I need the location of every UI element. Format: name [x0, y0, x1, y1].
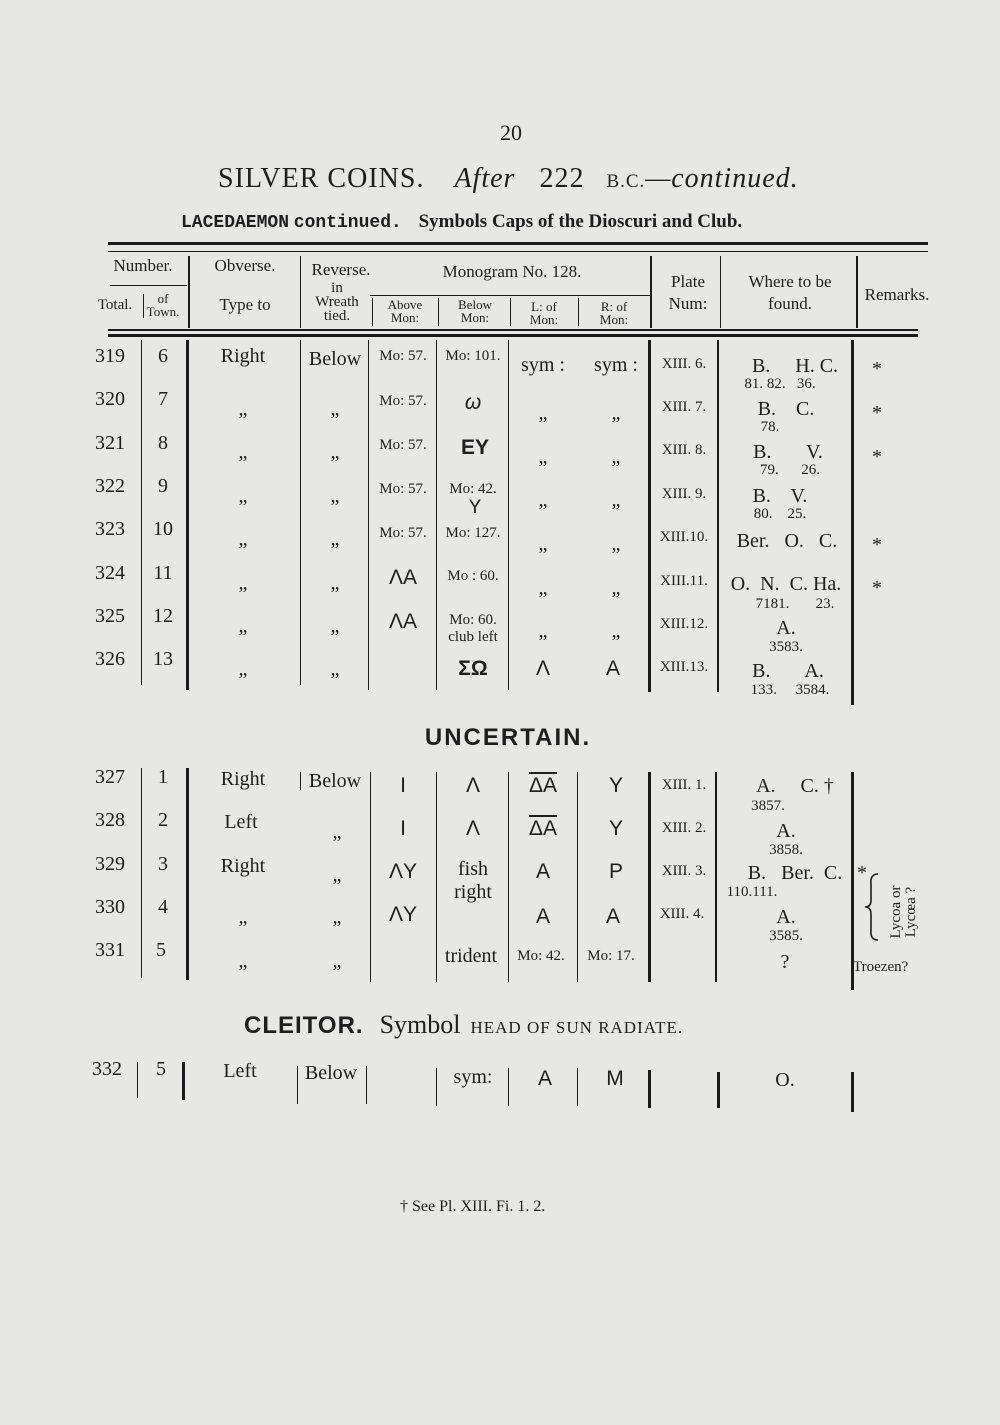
footnote: † See Pl. XIII. Fi. 1. 2.: [400, 1198, 546, 1215]
header-sep: [578, 298, 579, 326]
cell-right: „: [611, 620, 621, 642]
title-bc: B.C.: [606, 171, 646, 192]
cleitor-city: CLEITOR.: [244, 1012, 364, 1039]
cell-obverse: „: [238, 398, 248, 420]
col-rule: [851, 340, 854, 705]
cell-below: EY: [460, 436, 490, 459]
cell-where: A.: [776, 820, 796, 842]
cell-right: M: [606, 1067, 624, 1090]
cell-below: Mo : 60.: [447, 568, 499, 584]
col-rule: [577, 1068, 578, 1106]
cell-below: sym:: [453, 1066, 493, 1088]
uncertain-remark-lycoa: Lycoa or Lycœa ?: [888, 885, 919, 939]
cell-where: B. H. C.: [751, 355, 839, 377]
cell-right: A: [605, 657, 621, 680]
cell-left: „: [538, 620, 548, 642]
cell-where-ref: 133. 3584.: [750, 682, 830, 698]
cell-obverse: Right: [220, 345, 266, 367]
header-of-town: of Town.: [146, 291, 180, 319]
header-remarks: Remarks.: [864, 285, 930, 304]
header-sep: [650, 256, 652, 328]
table-top-rule: [108, 242, 928, 245]
cell-town: 12: [153, 605, 173, 627]
cell-total: 331: [95, 939, 125, 961]
cell-total: 322: [95, 475, 125, 497]
cell-town: 5: [156, 939, 166, 961]
cell-obverse: Left: [223, 1060, 257, 1082]
col-rule: [300, 340, 301, 685]
cell-total: 324: [95, 562, 125, 584]
col-rule: [851, 772, 854, 990]
cell-remark: *: [872, 534, 882, 556]
cell-above: Mo: 57.: [379, 348, 427, 364]
cell-below: Λ: [465, 774, 481, 797]
cell-plate: XIII. 8.: [661, 442, 707, 458]
cell-total: 325: [95, 605, 125, 627]
cell-left: „: [538, 489, 548, 511]
col-rule: [297, 1066, 298, 1104]
cell-town: 8: [158, 432, 168, 454]
header-r-of-mon: R: of Mon:: [599, 299, 629, 327]
cell-obverse: „: [238, 572, 248, 594]
cell-right: P: [608, 860, 624, 883]
header-sep: [372, 298, 373, 326]
cell-plate: XIII. 7.: [661, 399, 707, 415]
header-type-to: Type to: [219, 295, 271, 314]
cell-plate: XIII. 1.: [661, 777, 707, 793]
page-title: [218, 163, 799, 195]
cell-where-ref: 79. 26.: [760, 462, 820, 478]
cell-left: A: [537, 1067, 553, 1090]
cell-below: Mo: 127.: [445, 525, 501, 541]
header-reverse: Reverse.: [311, 260, 371, 279]
cell-below-extra: Y: [468, 497, 482, 518]
cell-total: 319: [95, 345, 125, 367]
cell-right: Y: [608, 817, 624, 840]
cell-left: Mo: 42.: [517, 948, 565, 964]
cell-left: „: [538, 577, 548, 599]
cell-obverse: „: [238, 950, 248, 972]
cell-plate: XIII. 9.: [661, 486, 707, 502]
header-num: Num:: [668, 294, 708, 313]
header-number: Number.: [113, 256, 173, 275]
cell-reverse: „: [330, 572, 340, 594]
cell-plate: XIII.11.: [660, 573, 708, 589]
cell-where-ref: 3858.: [769, 842, 803, 858]
cell-where-ref: 3857.: [751, 798, 785, 814]
cell-right: sym :: [594, 354, 638, 376]
cell-above: Mo: 57.: [379, 437, 427, 453]
cell-total: 320: [95, 388, 125, 410]
cell-left: Λ: [535, 657, 551, 680]
col-rule: [717, 1072, 720, 1108]
cell-reverse: Below: [308, 348, 362, 370]
cell-below-extra: right: [454, 881, 492, 903]
cell-above: ΛY: [388, 860, 418, 883]
cell-right: Y: [608, 774, 624, 797]
cell-town: 1: [158, 766, 168, 788]
cell-below: Mo: 42.: [449, 481, 497, 497]
table-top-rule-thin: [108, 251, 928, 252]
cell-obverse: „: [238, 485, 248, 507]
header-sep: [188, 256, 190, 328]
cell-right: „: [611, 446, 621, 468]
cell-above: ΛA: [388, 610, 418, 633]
cell-plate: XIII.12.: [659, 616, 709, 632]
cell-reverse: „: [332, 864, 342, 886]
cell-reverse: „: [332, 821, 342, 843]
cell-total: 323: [95, 518, 125, 540]
number-sub-rule: [110, 285, 187, 286]
cell-obverse: „: [238, 441, 248, 463]
cell-below: Mo: 101.: [445, 348, 501, 364]
cell-obverse: Left: [224, 811, 258, 833]
cell-reverse: „: [330, 528, 340, 550]
col-rule: [436, 772, 437, 982]
cell-below: Mo: 60.: [449, 612, 497, 628]
header-sep: [510, 298, 511, 326]
cell-obverse: „: [238, 528, 248, 550]
cell-total: 328: [95, 809, 125, 831]
cell-reverse: Below: [308, 770, 362, 792]
cell-town: 2: [158, 809, 168, 831]
cell-where-ref: 80. 25.: [753, 506, 807, 522]
header-monogram: Monogram No. 128.: [442, 262, 582, 281]
cell-town: 11: [153, 562, 173, 584]
cell-reverse: „: [332, 906, 342, 928]
cell-town: 5: [156, 1058, 166, 1080]
cell-right: „: [611, 402, 621, 424]
cell-left: sym :: [521, 354, 565, 376]
header-bottom-rule-thick: [108, 334, 918, 337]
cell-total: 329: [95, 853, 125, 875]
col-rule: [648, 340, 651, 692]
page-number: 20: [500, 120, 522, 145]
cell-obverse: Right: [220, 855, 266, 877]
header-obverse: Obverse.: [214, 256, 276, 275]
cell-reverse: „: [330, 485, 340, 507]
cell-where: B. V.: [753, 441, 823, 463]
title-main: SILVER COINS.: [218, 163, 425, 194]
cell-reverse: „: [330, 658, 340, 680]
cell-where: Ber. O. C.: [736, 530, 838, 552]
cell-town: 6: [158, 345, 168, 367]
cell-reverse: „: [330, 615, 340, 637]
cell-below: trident: [444, 945, 498, 967]
cleitor-symbol: HEAD OF SUN RADIATE.: [470, 1018, 684, 1037]
col-rule: [186, 768, 189, 980]
cell-remark: *: [872, 402, 882, 424]
cell-where-ref: 81. 82. 36.: [744, 376, 816, 392]
cell-right: A: [605, 905, 621, 928]
col-rule: [137, 1062, 138, 1098]
cleitor-symbol-word: Symbol: [379, 1010, 461, 1039]
cell-total: 327: [95, 766, 125, 788]
col-rule: [508, 772, 509, 982]
header-in-wreath: in Wreath tied.: [315, 280, 359, 324]
title-year: 222: [539, 163, 585, 194]
cell-town: 7: [158, 388, 168, 410]
col-rule: [715, 772, 717, 982]
header-sep: [856, 256, 858, 328]
header-sep: [438, 298, 439, 326]
cell-plate: XIII.10.: [659, 529, 709, 545]
cell-plate: XIII. 2.: [661, 820, 707, 836]
cell-where-ref: 3585.: [769, 928, 803, 944]
col-rule: [141, 340, 142, 685]
cell-plate: XIII. 4.: [659, 906, 705, 922]
cell-where: O. N. C. Ha.: [730, 573, 842, 595]
cell-reverse: Below: [304, 1062, 358, 1084]
col-rule: [436, 1068, 437, 1106]
cell-obverse: „: [238, 658, 248, 680]
cell-remark: *: [872, 577, 882, 599]
uncertain-remark-star: *: [857, 862, 867, 884]
cell-above: Mo: 57.: [379, 481, 427, 497]
cell-town: 3: [158, 853, 168, 875]
uncertain-remark-troezen: Troezen?: [853, 959, 909, 975]
monogram-sub-rule: [370, 295, 650, 296]
subtitle-cont: continued.: [293, 213, 402, 233]
header-total: Total.: [97, 297, 133, 313]
cell-right: Mo: 17.: [587, 948, 635, 964]
cell-town: 13: [153, 648, 173, 670]
subtitle-city: LACEDAEMON: [181, 213, 290, 233]
cell-plate: XIII.13.: [659, 659, 709, 675]
cell-total: 321: [95, 432, 125, 454]
cell-obverse: Right: [220, 768, 266, 790]
cell-total: 330: [95, 896, 125, 918]
subtitle: [181, 211, 742, 233]
cell-total: 332: [92, 1058, 122, 1080]
header-sep: [720, 256, 721, 328]
col-rule: [577, 772, 578, 982]
col-rule: [182, 1062, 185, 1100]
col-rule: [370, 772, 371, 982]
col-rule: [436, 340, 437, 690]
cell-where-ref: 3583.: [769, 639, 803, 655]
cell-town: 4: [158, 896, 168, 918]
cell-obverse: „: [238, 615, 248, 637]
col-rule: [366, 1066, 367, 1104]
col-rule: [368, 340, 369, 690]
cell-left: A: [535, 860, 551, 883]
cell-where: O.: [775, 1069, 795, 1091]
cell-left: A: [535, 905, 551, 928]
cell-town: 10: [153, 518, 173, 540]
cell-reverse: „: [330, 398, 340, 420]
cell-where-ref: 7181. 23.: [755, 596, 835, 612]
cell-remark: *: [872, 446, 882, 468]
col-rule: [717, 340, 719, 692]
cell-above: I: [400, 817, 406, 840]
brace-icon: [864, 872, 882, 942]
cell-where: B. Ber. C.: [747, 862, 843, 884]
section-heading-cleitor: [244, 1010, 683, 1040]
header-l-of-mon: L: of Mon:: [529, 299, 559, 327]
cell-where: A.: [776, 906, 796, 928]
cell-where: B. V.: [752, 485, 808, 507]
title-after: After: [454, 163, 516, 194]
cell-town: 9: [158, 475, 168, 497]
cell-plate: XIII. 6.: [661, 356, 707, 372]
cell-above: ΛY: [388, 903, 418, 926]
cell-remark: *: [872, 358, 882, 380]
header-bottom-rule: [108, 329, 918, 331]
col-rule: [851, 1072, 854, 1112]
header-below-mon: Below Mon:: [458, 297, 492, 325]
header-plate: Plate: [671, 272, 705, 291]
cell-plate: XIII. 3.: [661, 863, 707, 879]
cell-below-extra: club left: [448, 629, 498, 645]
col-rule: [648, 1070, 651, 1108]
cell-reverse: „: [330, 441, 340, 463]
section-heading-uncertain: UNCERTAIN.: [424, 724, 592, 751]
cell-left: „: [538, 446, 548, 468]
cell-where: B. C.: [757, 398, 815, 420]
cell-above: Mo: 57.: [379, 393, 427, 409]
header-found: found.: [768, 294, 812, 313]
cell-left: „: [538, 402, 548, 424]
cell-obverse: „: [238, 906, 248, 928]
cell-above: ΛA: [388, 566, 418, 589]
cell-where: A.: [776, 617, 796, 639]
cell-where: B. A.: [752, 660, 824, 682]
cell-left: „: [538, 533, 548, 555]
col-rule: [186, 340, 189, 690]
cell-below: Λ: [465, 817, 481, 840]
cell-right: „: [611, 533, 621, 555]
header-above-mon: Above Mon:: [387, 297, 423, 325]
col-rule: [300, 772, 301, 790]
header-where: Where to be: [748, 272, 832, 291]
cell-where: A. C. †: [756, 775, 834, 797]
col-rule: [648, 772, 651, 982]
cell-where-ref: 110.111.: [726, 884, 778, 900]
cell-right: „: [611, 489, 621, 511]
cell-where: ?: [780, 951, 790, 973]
cell-below: fish: [458, 858, 488, 880]
cell-above: Mo: 57.: [379, 525, 427, 541]
col-rule: [141, 768, 142, 978]
header-sep: [300, 256, 301, 328]
cell-left: $\overline{\Delta A}$: [528, 774, 558, 797]
title-continued: —continued.: [645, 163, 799, 194]
cell-below: ΣΩ: [458, 657, 488, 680]
col-rule: [508, 340, 509, 690]
cell-above: I: [400, 774, 406, 797]
cell-total: 326: [95, 648, 125, 670]
cell-below: ω: [464, 391, 482, 414]
cell-right: „: [611, 577, 621, 599]
col-rule: [508, 1068, 509, 1106]
cell-left: $\overline{\Delta A}$: [528, 817, 558, 840]
subtitle-symbols: Symbols Caps of the Dioscuri and Club.: [418, 211, 743, 232]
cell-reverse: „: [332, 950, 342, 972]
cell-where-ref: 78.: [760, 419, 780, 435]
